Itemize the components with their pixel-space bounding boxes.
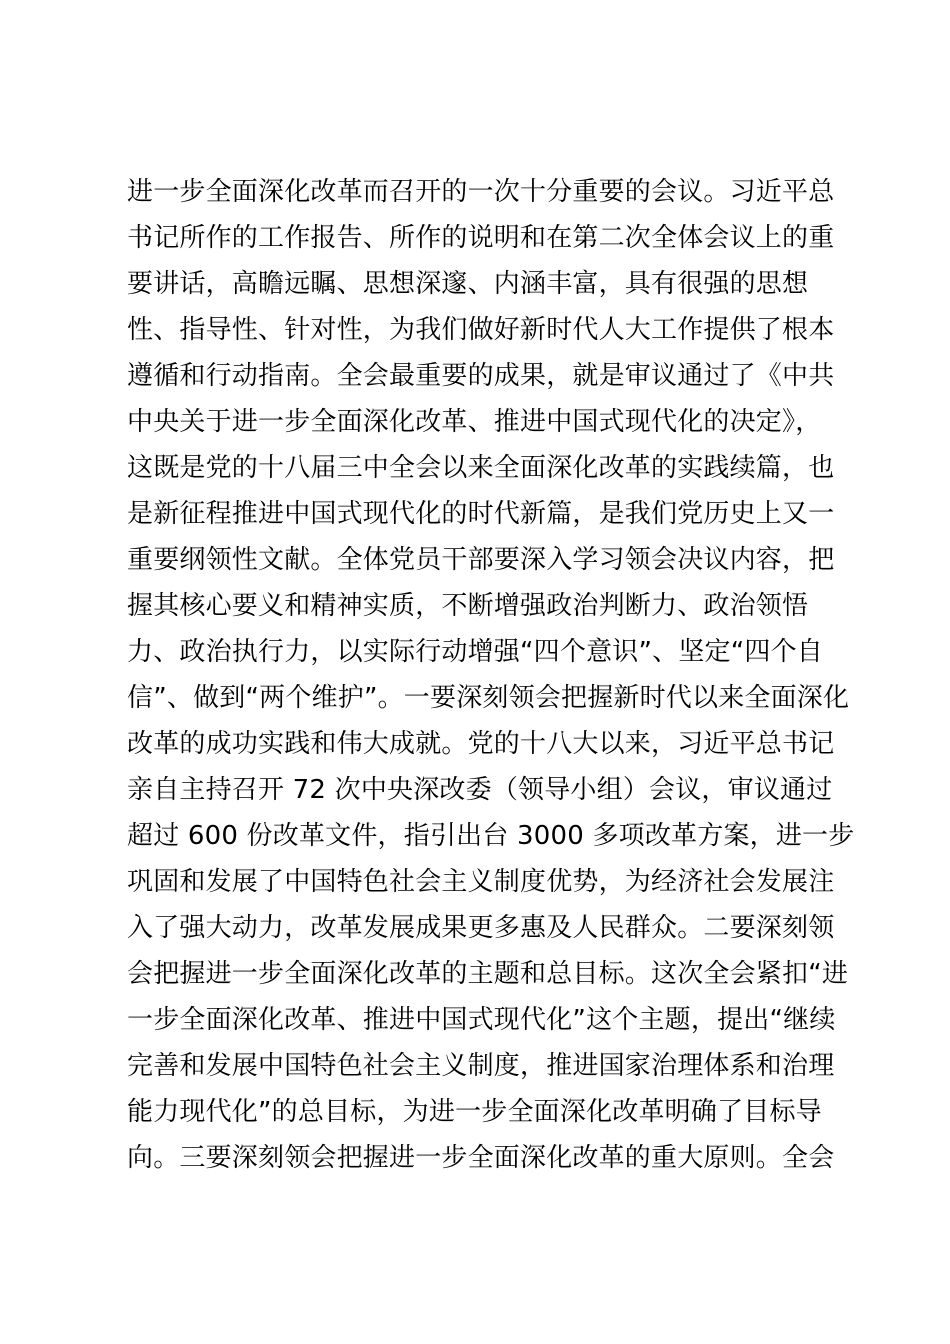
text-line: 书记所作的工作报告、所作的说明和在第二次全体会议上的重: [127, 223, 835, 253]
text-line: 改革的成功实践和伟大成就。党的十八大以来，习近平总书记: [127, 729, 835, 759]
text-line: 完善和发展中国特色社会主义制度，推进国家治理体系和治理: [127, 1051, 835, 1081]
text-line: 亲自主持召开 72 次中央深改委（领导小组）会议，审议通过: [127, 775, 833, 805]
text-line: 会把握进一步全面深化改革的主题和总目标。这次全会紧扣“进: [127, 959, 849, 989]
body-paragraph: [127, 169, 855, 1181]
text-line: 进一步全面深化改革而召开的一次十分重要的会议。习近平总: [127, 177, 835, 207]
text-line: 向。三要深刻领会把握进一步全面深化改革的重大原则。全会: [127, 1143, 835, 1173]
text-line: 超过 600 份改革文件，指引出台 3000 多项改革方案，进一步: [127, 821, 855, 851]
text-line: 巩固和发展了中国特色社会主义制度优势，为经济社会发展注: [127, 867, 835, 897]
text-line: 是新征程推进中国式现代化的时代新篇，是我们党历史上又一: [127, 499, 835, 529]
text-line: 入了强大动力，改革发展成果更多惠及人民群众。二要深刻领: [127, 913, 835, 943]
text-line: 力、政治执行力，以实际行动增强“四个意识”、坚定“四个自: [127, 637, 824, 667]
text-line: 性、指导性、针对性，为我们做好新时代人大工作提供了根本: [127, 315, 835, 345]
text-line: 遵循和行动指南。全会最重要的成果，就是审议通过了《中共: [127, 361, 835, 391]
text-line: 这既是党的十八届三中全会以来全面深化改革的实践续篇，也: [127, 453, 835, 483]
text-line: 一步全面深化改革、推进中国式现代化”这个主题，提出“继续: [127, 1005, 836, 1035]
text-line: 握其核心要义和精神实质，不断增强政治判断力、政治领悟: [127, 591, 809, 621]
text-line: 信”、做到“两个维护”。一要深刻领会把握新时代以来全面深化: [127, 683, 850, 713]
text-line: 重要纲领性文献。全体党员干部要深入学习领会决议内容，把: [127, 545, 835, 575]
text-line: 能力现代化”的总目标，为进一步全面深化改革明确了目标导: [127, 1097, 822, 1127]
text-line: 要讲话，高瞻远瞩、思想深邃、内涵丰富，具有很强的思想: [127, 269, 809, 299]
text-line: 中央关于进一步全面深化改革、推进中国式现代化的决定》，: [127, 407, 822, 437]
